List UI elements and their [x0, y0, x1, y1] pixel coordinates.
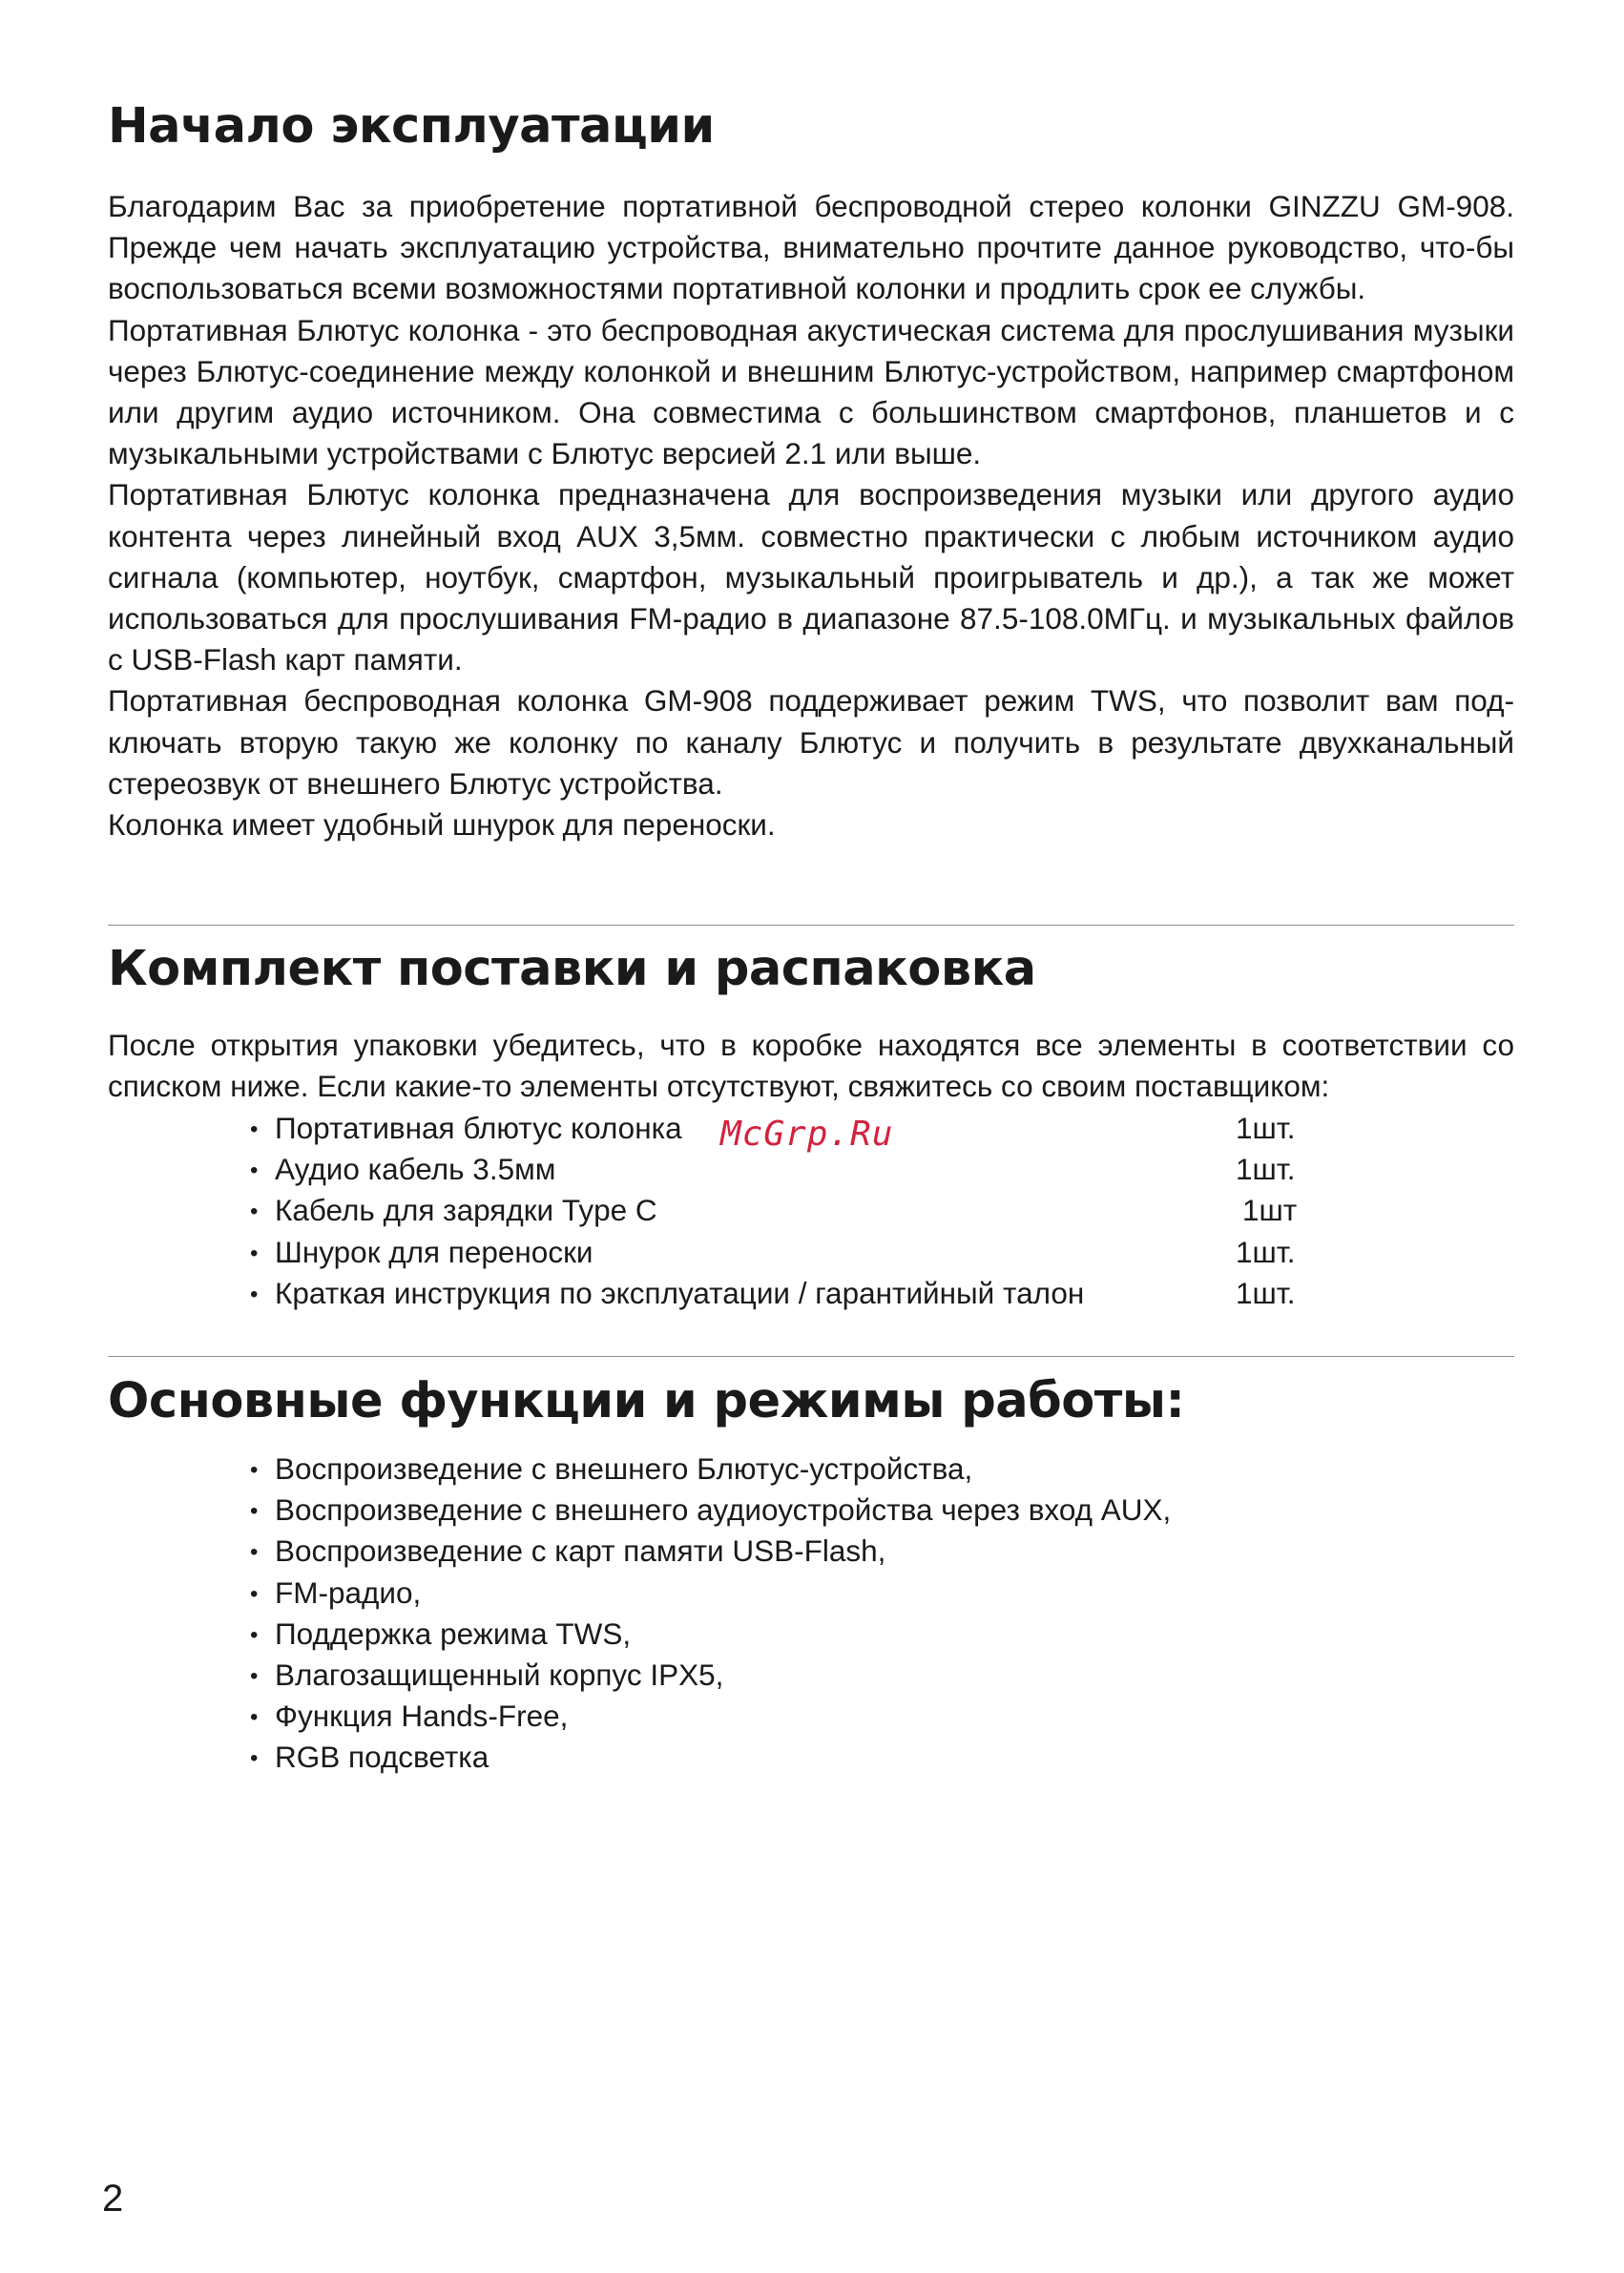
item-quantity: 1шт.: [1236, 1152, 1296, 1187]
list-item: [250, 1614, 1171, 1655]
list-item: [250, 1108, 1296, 1149]
bullet-icon: •: [250, 1704, 259, 1731]
feature-text: FM-радио,: [275, 1574, 422, 1610]
bullet-icon: •: [250, 1621, 259, 1648]
list-item: [250, 1696, 1171, 1737]
list-item: [250, 1573, 1171, 1614]
feature-text: Функция Hands-Free,: [275, 1699, 569, 1734]
list-item: [250, 1490, 1171, 1531]
item-name: Портативная блютус колонка: [275, 1111, 682, 1145]
list-item: [250, 1232, 1296, 1273]
watermark: McGrp.Ru: [720, 1115, 894, 1154]
bullet-icon: •: [250, 1281, 259, 1307]
bullet-icon: •: [250, 1240, 259, 1266]
feature-text: RGB подсветка: [275, 1740, 489, 1775]
paragraph-thanks: Благодарим Вас за приобретение портативной беспроводной стерео колонки GINZZU GM-908. Прежде чем начать эксплуатацию устройства, внимательно прочтите данное руководство, что-бы воспользоваться всеми возможностями портативной колонки и продлить срок ее службы.: [108, 189, 1514, 306]
bullet-icon: •: [250, 1199, 259, 1225]
section-divider-2: [108, 1356, 1514, 1357]
item-quantity: 1шт.: [1236, 1275, 1296, 1310]
list-item: [250, 1273, 1296, 1314]
paragraph-aux-description: Портативная Блютус колонка предназначена для воспроизведения музыки или другого аудио контента через линейный вход AUX 3,5мм. совместно практически с любым источником аудио сигнала (компьютер, ноутбук, смартфон, музыкальный проигрыватель и др.), а так же может использоваться для прослушивания FM-радио в диапазоне 87.5-108.0МГц. и музыкальных файлов с USB-Flash карт памяти.: [108, 477, 1514, 678]
section-divider-1: [108, 925, 1514, 926]
section-getting-started-body: [108, 186, 1514, 845]
bullet-icon: •: [250, 1157, 259, 1184]
feature-text: Воспроизведение с карт памяти USB-Flash,: [275, 1533, 886, 1569]
package-contents-list: [250, 1108, 1298, 1314]
item-name: Аудио кабель 3.5мм: [275, 1152, 556, 1187]
paragraph-strap: Колонка имеет удобный шнурок для переноски.: [108, 807, 776, 843]
feature-text: Поддержка режима TWS,: [275, 1616, 632, 1651]
bullet-icon: •: [250, 1539, 259, 1566]
section-title-getting-started: Начало эксплуатации: [108, 98, 715, 155]
list-item: [250, 1449, 1171, 1490]
section-main-functions: [108, 1373, 1514, 1430]
section-title-main-functions: Основные функции и режимы работы:: [108, 1373, 1185, 1429]
feature-text: Воспроизведение с внешнего Блютус-устройства,: [275, 1451, 973, 1486]
list-item: [250, 1190, 1298, 1231]
item-name: Краткая инструкция по эксплуатации / гарантийный талон: [275, 1275, 1085, 1310]
list-item: [250, 1655, 1171, 1696]
list-item: [250, 1737, 1171, 1778]
functions-list: [250, 1449, 1171, 1779]
list-item: [250, 1149, 1296, 1190]
bullet-icon: •: [250, 1457, 259, 1483]
item-name: Шнурок для переноски: [275, 1234, 593, 1269]
bullet-icon: •: [250, 1498, 259, 1525]
package-intro-block: [108, 1025, 1514, 1107]
feature-text: Воспроизведение с внешнего аудиоустройства через вход AUX,: [275, 1492, 1172, 1528]
list-item: [250, 1531, 1171, 1572]
item-quantity: 1шт: [1242, 1193, 1298, 1228]
section-getting-started: [108, 98, 1514, 156]
bullet-icon: •: [250, 1580, 259, 1607]
bullet-icon: •: [250, 1745, 259, 1772]
section-package-contents: [108, 941, 1514, 998]
package-intro: После открытия упаковки убедитесь, что в коробке находятся все элементы в соответствии со списком ниже. Если какие-то элементы отсутствуют, свяжитесь со своим поставщиком:: [108, 1028, 1514, 1104]
item-name: Кабель для зарядки Type C: [275, 1193, 657, 1228]
bullet-icon: •: [250, 1662, 259, 1689]
paragraph-bluetooth-description: Портативная Блютус колонка - это беспроводная акустическая система для прослушивания музыки через Блютус-соединение между колонкой и внешним Блютус-устройством, например смартфоном или другим аудио источником. Она совместима с большинством смартфонов, планшетов и с музыкальными устройствами с Блютус версией 2.1 или выше.: [108, 312, 1514, 471]
item-quantity: 1шт.: [1236, 1234, 1296, 1269]
feature-text: Влагозащищенный корпус IPX5,: [275, 1657, 724, 1692]
item-quantity: 1шт.: [1236, 1111, 1296, 1145]
paragraph-tws-description: Портативная беспроводная колонка GM-908 поддерживает режим TWS, что позволит вам под-ключать вторую такую же колонку по каналу Блютус и получить в результате двухканальный стереозвук от внешнего Блютус устройства.: [108, 683, 1514, 801]
bullet-icon: •: [250, 1116, 259, 1142]
section-title-package-contents: Комплект поставки и распаковка: [108, 941, 1036, 997]
page-number: 2: [102, 2178, 124, 2220]
